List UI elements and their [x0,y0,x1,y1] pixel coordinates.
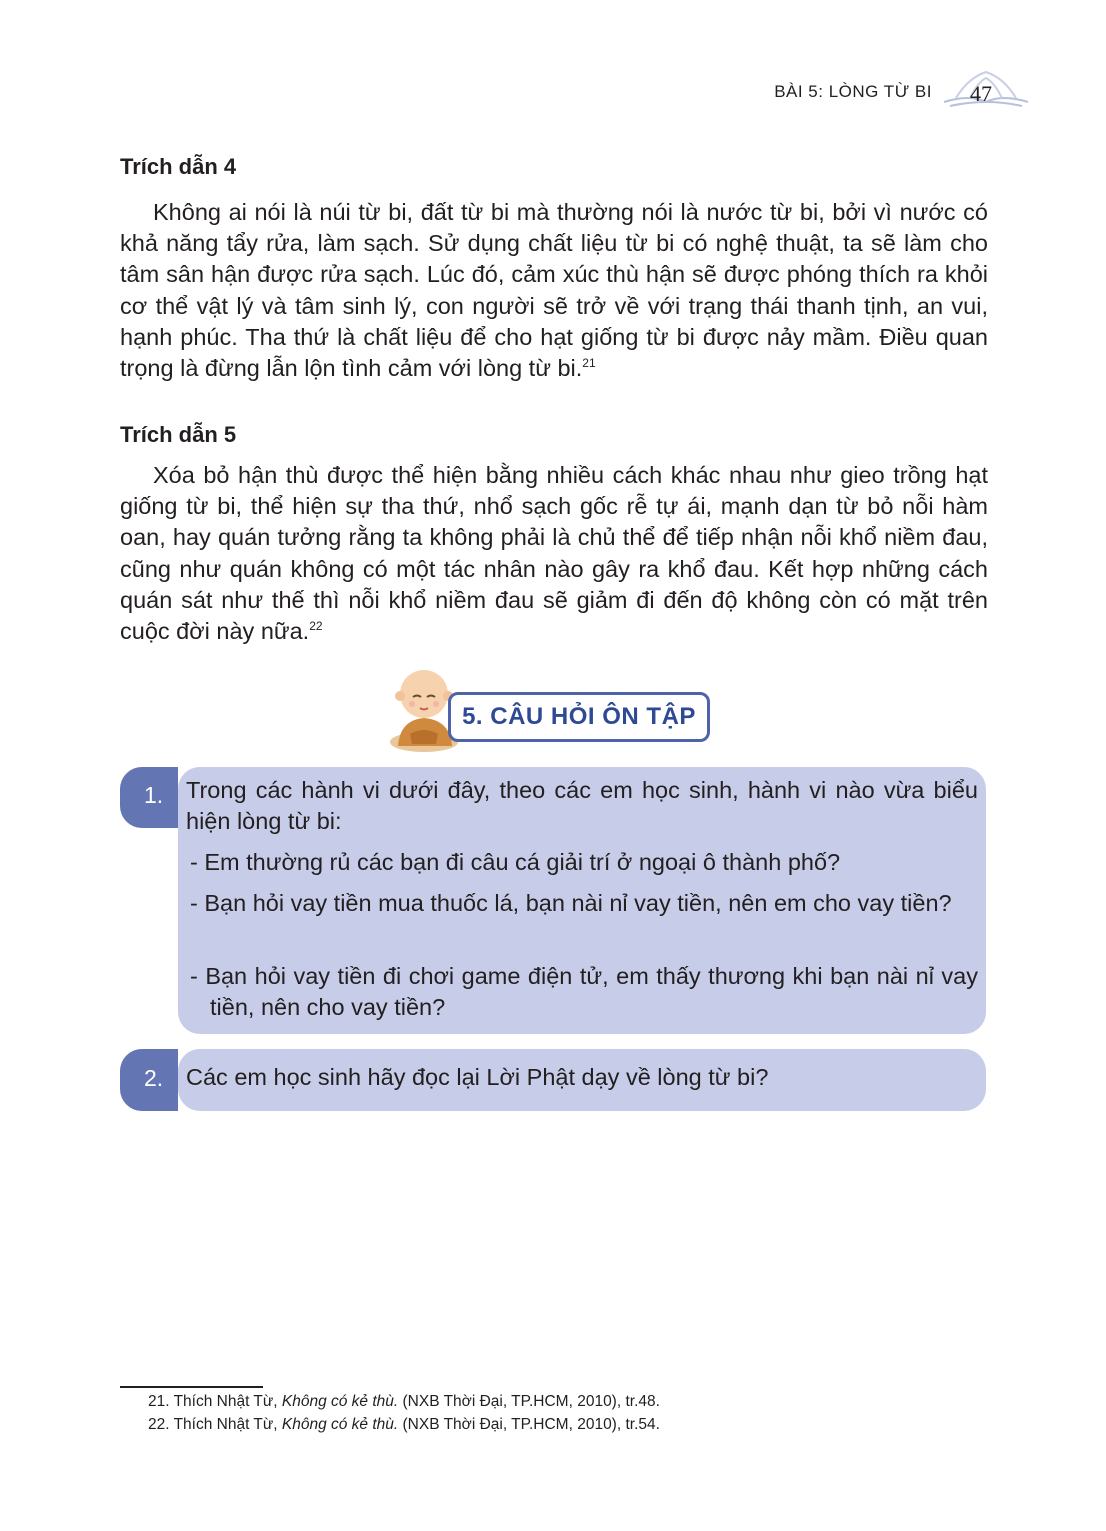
question-1-option-2: - Bạn hỏi vay tiền mua thuốc lá, bạn nài nỉ vay tiền, nên em cho vay tiền? [190,890,952,916]
quote-5-text: Xóa bỏ hận thù được thể hiện bằng nhiều cách khác nhau như gieo trồng hạt giống từ bi, thể hiện sự tha thứ, nhổ sạch gốc rễ tự ái, mạnh dạn từ bỏ nỗi hàm oan, hay quán tưởng rằng ta không phải là chủ thể để tiếp nhận nỗi khổ niềm đau, cũng như quán không có một tác nhân nào gây ra khổ đau. Kết hợp những cách quán sát như thế thì nỗi khổ niềm đau sẽ giảm đi đến độ không còn có mặt trên cuộc đời này nữa. [120,462,988,645]
footnote-21-source: (NXB Thời Đại, TP.HCM, 2010), tr.48. [398,1393,660,1410]
lotus-icon [940,74,1032,110]
review-title-box [448,692,710,742]
footnote-22-title: Không có kẻ thù. [281,1416,399,1433]
question-1-option-3: - Bạn hỏi vay tiền đi chơi game điện tử, em thấy thương khi bạn nài nỉ vay tiền, nên cho vay tiền? [190,963,978,1021]
quote-5-heading: Trích dẫn 5 [120,422,237,447]
quote-4-paragraph [120,197,988,384]
quote-5-paragraph [120,460,988,647]
lesson-title: BÀI 5: LÒNG TỪ BI [774,82,932,101]
question-1-option-1: - Em thường rủ các bạn đi câu cá giải trí ở ngoại ô thành phố? [190,849,841,875]
quote-4-heading: Trích dẫn 4 [120,154,237,179]
quote-4-text: Không ai nói là núi từ bi, đất từ bi mà thường nói là nước từ bi, bởi vì nước có khả năng tẩy rửa, làm sạch. Sử dụng chất liệu từ bi có nghệ thuật, ta sẽ làm cho tâm sân hận được rửa sạch. Lúc đó, cảm xúc thù hận sẽ được phóng thích ra khỏi cơ thể vật lý và tâm sinh lý, con người sẽ trở về với trạng thái thanh tịnh, an vui, hạnh phúc. Tha thứ là chất liệu để cho hạt giống từ bi được nảy mầm. Điều quan trọng là đừng lẫn lộn tình cảm với lòng từ bi. [120,199,988,382]
page-number: 47 [970,81,992,106]
question-1-text: Trong các hành vi dưới đây, theo các em học sinh, hành vi nào vừa biểu hiện lòng từ bi: [186,777,978,835]
footnote-21-author: 21. Thích Nhật Từ, [148,1393,282,1410]
footnote-22-source: (NXB Thời Đại, TP.HCM, 2010), tr.54. [398,1416,660,1433]
footnote-22-author: 22. Thích Nhật Từ, [148,1416,282,1433]
footnote-22 [148,1416,660,1434]
question-1-number: 1. [120,767,178,828]
footnote-21-title: Không có kẻ thù. [281,1393,399,1410]
footnote-21 [148,1393,660,1411]
question-2-text: Các em học sinh hãy đọc lại Lời Phật dạy về lòng từ bi? [186,1064,769,1090]
question-1-card [178,767,986,1034]
footnote-ref-21: 21 [582,356,596,371]
page-header [774,74,1032,110]
review-title: 5. CÂU HỎI ÔN TẬP [462,703,696,730]
question-2-number: 2. [120,1049,178,1111]
footnote-divider [120,1386,263,1388]
question-2-card [178,1049,986,1111]
footnote-ref-22: 22 [309,619,323,634]
